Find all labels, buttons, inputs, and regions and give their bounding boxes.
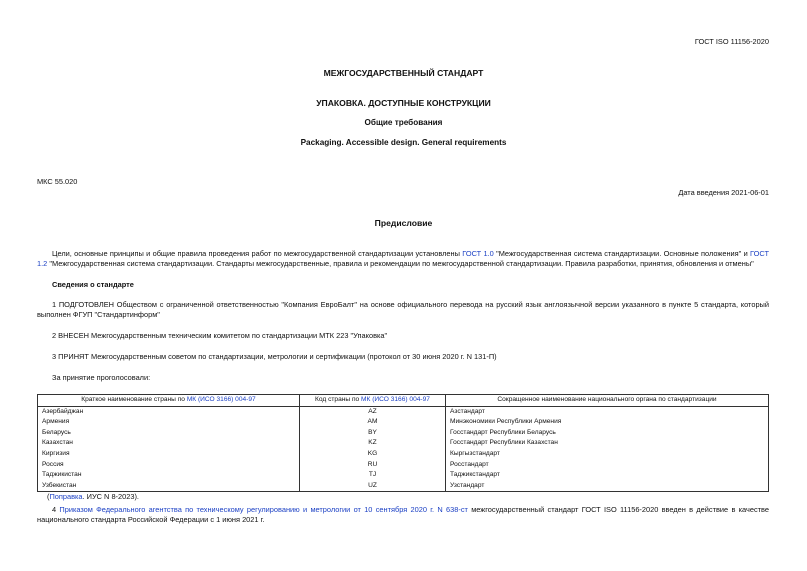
code-cell: KG — [300, 449, 446, 460]
country-cell: Азербайджан — [38, 406, 300, 417]
item-4-number: 4 — [52, 505, 60, 514]
amendment-link[interactable]: Поправка — [49, 492, 83, 501]
col-country-header-text: Краткое наименование страны по — [81, 396, 187, 403]
body-cell: Кыргызстандарт — [446, 449, 769, 460]
mk-iso-3166-link[interactable]: МК (ИСО 3166) 004-97 — [361, 396, 430, 403]
table-header-row — [38, 395, 769, 407]
code-cell: AZ — [300, 406, 446, 417]
amendment-note — [47, 492, 139, 502]
body-cell: Госстандарт Республики Беларусь — [446, 428, 769, 439]
table-row — [38, 438, 769, 449]
standard-subtitle-ru: Общие требования — [364, 118, 443, 127]
info-item-4 — [37, 505, 769, 525]
code-cell: AM — [300, 417, 446, 428]
country-cell: Армения — [38, 417, 300, 428]
table-row — [38, 481, 769, 492]
col-code-header — [300, 395, 446, 407]
info-item-2: 2 ВНЕСЕН Межгосударственным техническим комитетом по стандартизации МТК 223 "Упаковка" — [52, 331, 388, 340]
foreword-heading: Предисловие — [374, 218, 433, 228]
standard-title-en: Packaging. Accessible design. General requirements — [300, 138, 507, 147]
standard-title-ru: УПАКОВКА. ДОСТУПНЫЕ КОНСТРУКЦИИ — [316, 98, 491, 108]
code-cell: UZ — [300, 481, 446, 492]
country-cell: Россия — [38, 460, 300, 471]
body-cell: Азстандарт — [446, 406, 769, 417]
body-cell: Узстандарт — [446, 481, 769, 492]
code-cell: RU — [300, 460, 446, 471]
code-cell: BY — [300, 428, 446, 439]
code-cell: TJ — [300, 470, 446, 481]
table-row — [38, 406, 769, 417]
voted-label: За принятие проголосовали: — [52, 373, 151, 382]
amendment-rest: . ИУС N 8-2023). — [82, 492, 139, 501]
country-cell: Беларусь — [38, 428, 300, 439]
order-link[interactable]: Приказом Федерального агентства по техническому регулированию и метрологии от 10 сентября 2020 г. N 638-ст — [59, 505, 468, 514]
table-row — [38, 417, 769, 428]
country-cell: Таджикистан — [38, 470, 300, 481]
table-row — [38, 470, 769, 481]
gost-1-2-link[interactable]: ГОСТ 1.2 — [37, 249, 769, 268]
table-row — [38, 449, 769, 460]
foreword-text-3: "Межгосударственная система стандартизации. Стандарты межгосударственные, правила и рекомендации по межгосударственной стандартизации. Правила разработки, принятия, обновления и отмены" — [47, 258, 754, 268]
info-item-3: 3 ПРИНЯТ Межгосударственным советом по стандартизации, метрологии и сертификации (протокол от 30 июня 2020 г. N 131-П) — [52, 352, 497, 361]
foreword-text-1: Цели, основные принципы и общие правила проведения работ по межгосударственной стандартизации установлены — [52, 249, 463, 258]
col-body-header: Сокращенное наименование национального органа по стандартизации — [446, 395, 769, 407]
country-cell: Казахстан — [38, 438, 300, 449]
country-cell: Узбекистан — [38, 481, 300, 492]
item-4-text: межгосударственный стандарт ГОСТ ISO 11156-2020 введен в действие в качестве национального стандарта Российской Федерации с 1 июня 2021 г. — [37, 505, 769, 524]
amendment-open: ( — [47, 492, 50, 501]
standard-info-heading: Сведения о стандарте — [52, 280, 134, 289]
country-cell: Киргизия — [38, 449, 300, 460]
body-cell: Росстандарт — [446, 460, 769, 471]
standard-type-title: МЕЖГОСУДАРСТВЕННЫЙ СТАНДАРТ — [323, 68, 484, 78]
table-row — [38, 428, 769, 439]
mk-iso-3166-link[interactable]: МК (ИСО 3166) 004-97 — [186, 396, 256, 403]
doc-code: ГОСТ ISO 11156-2020 — [694, 37, 769, 46]
foreword-text-2: "Межгосударственная система стандартизации. Основные положения" и — [493, 249, 751, 258]
body-cell: Таджикстандарт — [446, 470, 769, 481]
table-row — [38, 460, 769, 471]
gost-1-0-link[interactable]: ГОСТ 1.0 — [462, 249, 494, 258]
col-country-header — [38, 395, 300, 407]
mks-code: МКС 55.020 — [37, 177, 78, 186]
info-item-1: 1 ПОДГОТОВЛЕН Обществом с ограниченной ответственностью "Компания ЕвроБалт" на основе официального перевода на русский язык англоязычной версии указанного в пункте 5 стандарта, который выполнен ФГУП "Стандартинформ" — [37, 300, 769, 319]
intro-date: Дата введения 2021-06-01 — [678, 188, 769, 197]
code-cell: KZ — [300, 438, 446, 449]
foreword-paragraph — [37, 249, 769, 269]
body-cell: Минэкономики Республики Армения — [446, 417, 769, 428]
voting-states-table — [37, 394, 769, 492]
body-cell: Госстандарт Республики Казахстан — [446, 438, 769, 449]
col-code-header-text: Код страны по — [315, 396, 362, 403]
